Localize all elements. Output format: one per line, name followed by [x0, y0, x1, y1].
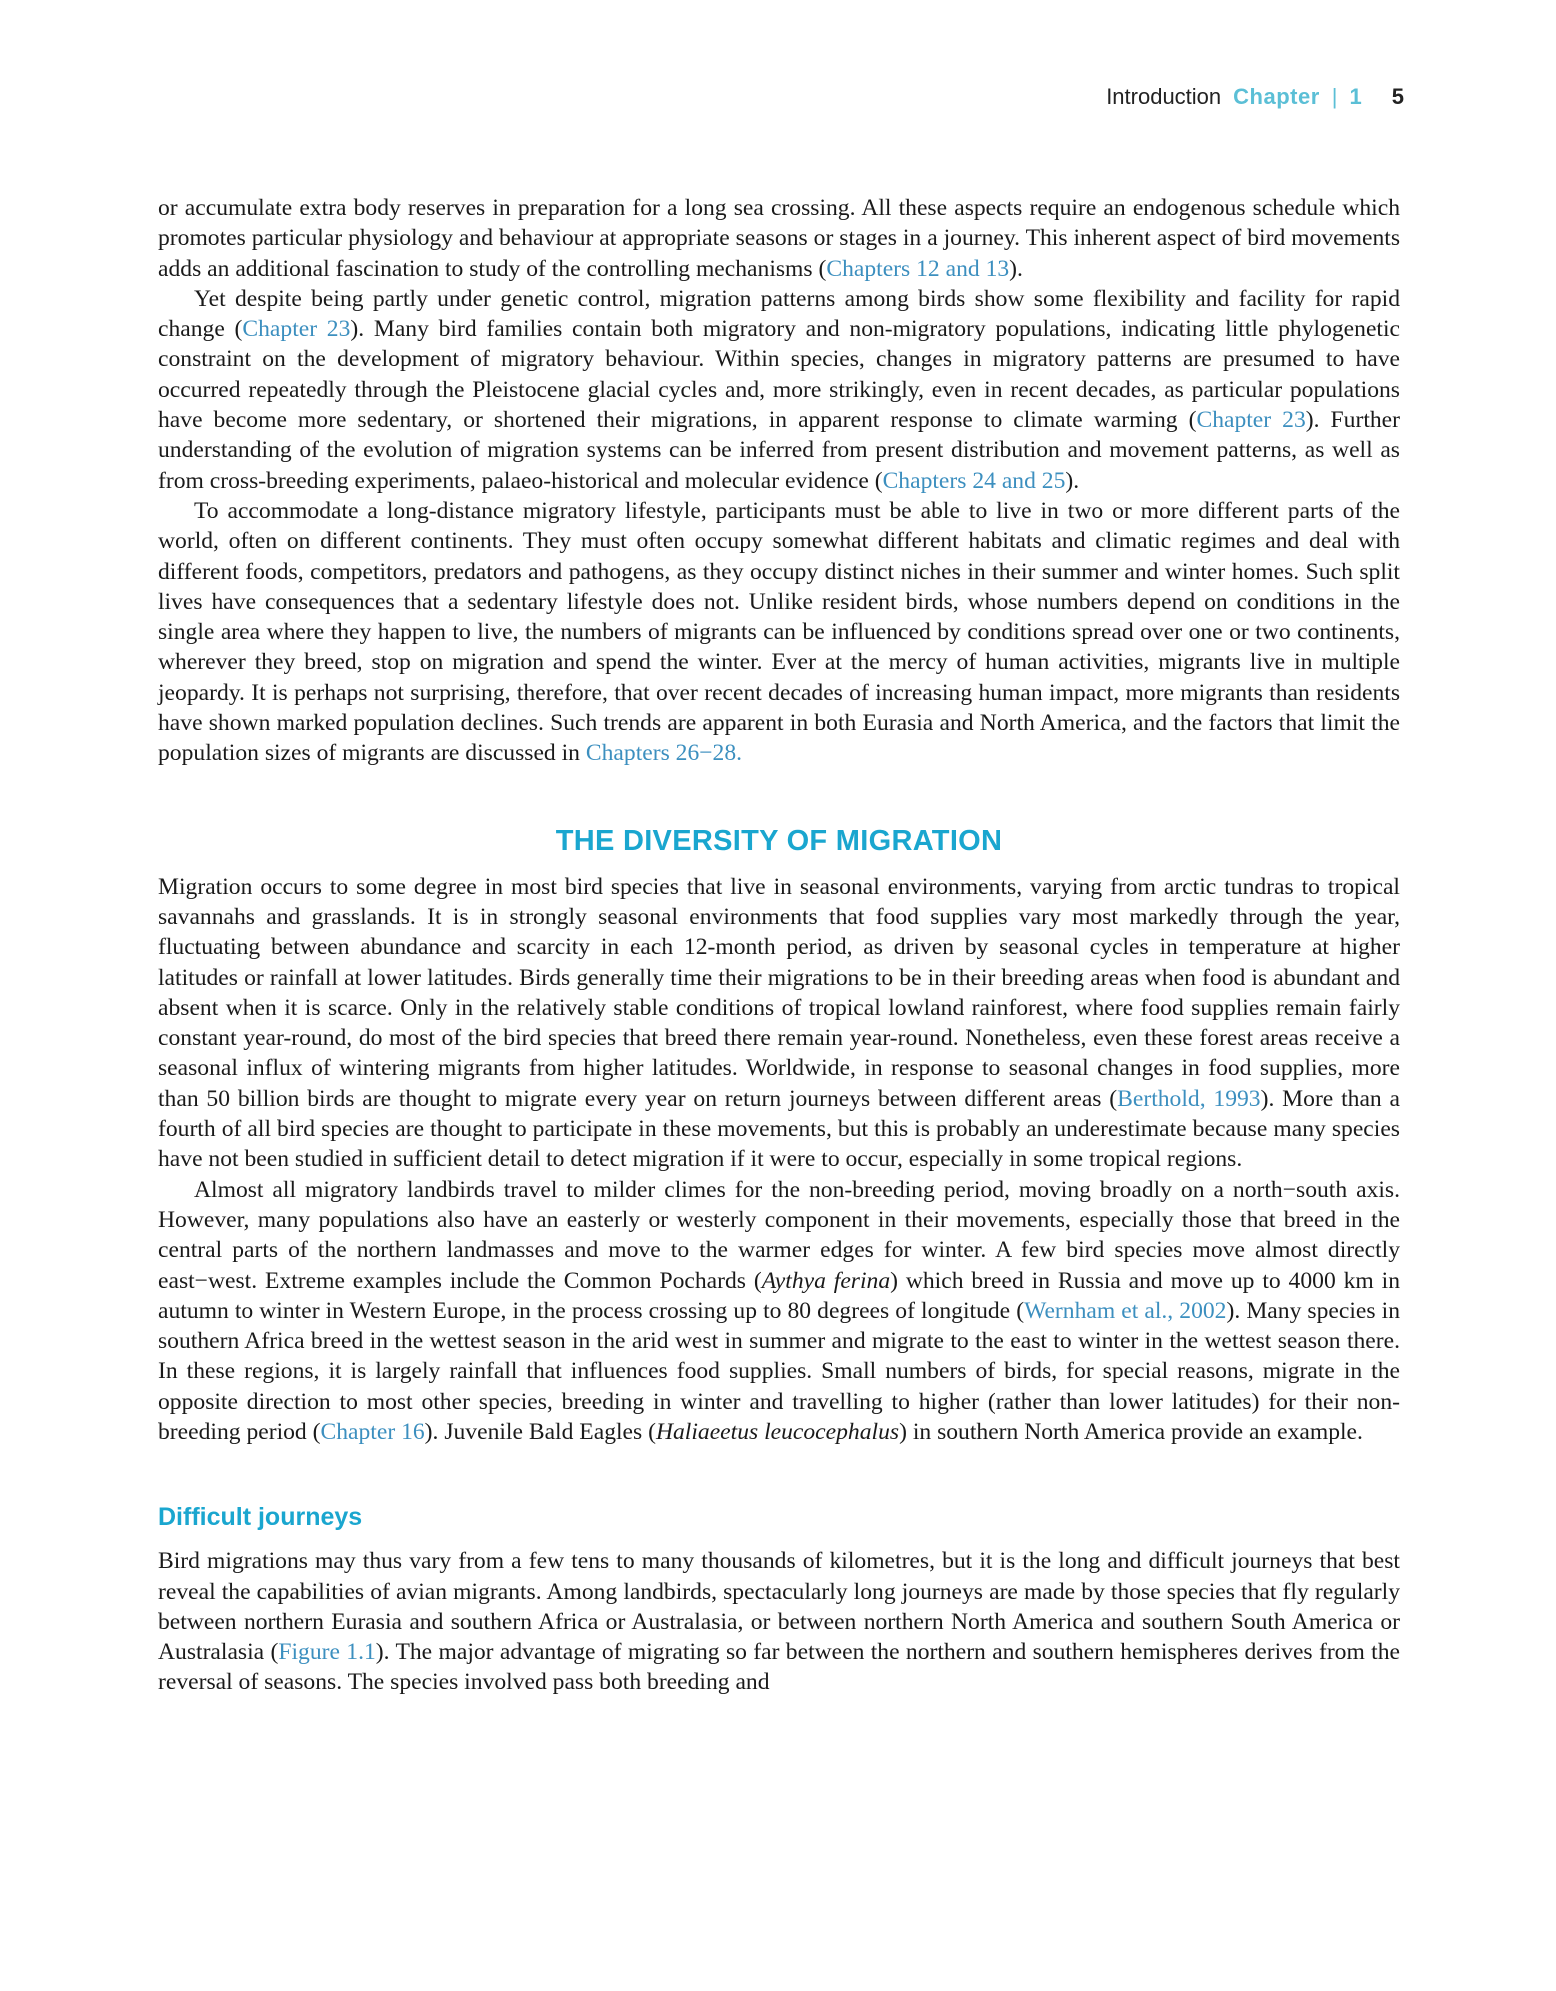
citation-link[interactable]: Berthold, 1993: [1117, 1085, 1261, 1112]
paragraph-text: ). Further understanding of the evolution of migration systems can be inferred from present distribution and movement patterns, as well as from cross-breeding experiments, palaeo-historical and molecular evidence (: [158, 407, 1400, 494]
paragraph-4: [158, 872, 1400, 1175]
paragraph-text: Almost all migratory landbirds travel to milder climes for the non-breeding period, moving broadly on a north−south axis. However, many populations also have an easterly or westerly component in their movements, especially those that breed in the central parts of the northern landmasses and move to the warmer edges for winter. A few bird species move almost directly east−west. Extreme examples include the Common Pochards (: [158, 1176, 1400, 1294]
species-name: Haliaeetus leucocephalus: [655, 1418, 900, 1445]
running-head: [1106, 84, 1404, 110]
chapter-link[interactable]: Chapter 16: [320, 1418, 425, 1445]
page-body: [158, 193, 1400, 1698]
paragraph-text: ).: [1009, 255, 1023, 282]
subsection-heading: Difficult journeys: [158, 1503, 363, 1532]
paragraph-text: To accommodate a long-distance migratory lifestyle, participants must be able to live in two or more different parts of the world, often on different continents. They must often occupy somewhat different habitats and climatic regimes and deal with different foods, competitors, predators and pathogens, as they occupy distinct niches in their summer and winter homes. Such split lives have consequences that a sedentary lifestyle does not. Unlike resident birds, whose numbers depend on conditions in the single area where they happen to live, the numbers of migrants can be influenced by conditions spread over one or two continents, wherever they breed, stop on migration and spend the winter. Ever at the mercy of human activities, migrants live in multiple jeopardy. It is perhaps not surprising, therefore, that over recent decades of increasing human impact, more migrants than residents have shown marked population declines. Such trends are apparent in both Eurasia and North America, and the factors that limit the population sizes of migrants are discussed in: [158, 497, 1400, 767]
citation-link[interactable]: Wernham et al., 2002: [1024, 1297, 1227, 1324]
paragraph-text: ). Many bird families contain both migratory and non-migratory populations, indicating little phylogenetic constraint on the development of migratory behaviour. Within species, changes in migratory patterns are presumed to have occurred repeatedly through the Pleistocene glacial cycles and, more strikingly, even in recent decades, as particular populations have become more sedentary, or shortened their migrations, in apparent response to climate warming (: [158, 316, 1400, 434]
paragraph-text: ). More than a fourth of all bird species are thought to participate in these movements, but this is probably an underestimate because many species have not been studied in sufficient detail to detect migration if it were to occur, especially in some tropical regions.: [158, 1085, 1400, 1173]
paragraph-text: Migration occurs to some degree in most bird species that live in seasonal environments, varying from arctic tundras to tropical savannahs and grasslands. It is in strongly seasonal environments that food supplies vary most markedly through the year, fluctuating between abundance and scarcity in each 12-month period, as driven by seasonal cycles in temperature at higher latitudes or rainfall at lower latitudes. Birds generally time their migrations to be in their breeding areas when food is abundant and absent when it is scarce. Only in the relatively stable conditions of tropical lowland rainforest, where food supplies remain fairly constant year-round, do most of the bird species that breed there remain year-round. Nonetheless, even these forest areas receive a seasonal influx of wintering migrants from higher latitudes. Worldwide, in response to seasonal changes in food supplies, more than 50 billion birds are thought to migrate every year on return journeys between different areas (: [158, 873, 1400, 1112]
paragraph-text: ).: [1065, 467, 1080, 494]
paragraph-6: [158, 1546, 1400, 1697]
paragraph-text: ). Juvenile Bald Eagles (: [424, 1418, 656, 1445]
species-name: Aythya ferina: [761, 1267, 891, 1294]
running-head-section: Introduction: [1106, 84, 1222, 109]
chapter-link[interactable]: Chapter 23: [242, 316, 351, 343]
chapter-link[interactable]: Chapters 26−28.: [585, 740, 743, 767]
paragraph-text: Yet despite being partly under genetic control, migration patterns among birds show some flexibility and facility for rapid change (: [158, 285, 1400, 343]
paragraph-2: [158, 284, 1400, 496]
section-heading: THE DIVERSITY OF MIGRATION: [555, 824, 1003, 857]
running-head-chapter-label: Chapter: [1233, 84, 1320, 109]
paragraph-text: ). The major advantage of migrating so far between the northern and southern hemispheres derives from the reversal of seasons. The species involved pass both breeding and: [158, 1639, 1400, 1696]
paragraph-5: [158, 1175, 1400, 1448]
paragraph-1: [158, 193, 1400, 284]
running-head-chapter-number: 1: [1349, 84, 1362, 109]
running-head-separator: |: [1331, 84, 1338, 109]
paragraph-text: Bird migrations may thus vary from a few tens to many thousands of kilometres, but it is the long and difficult journeys that best reveal the capabilities of avian migrants. Among landbirds, spectacularly long journeys are made by those species that fly regularly between northern Eurasia and southern Africa or Australasia, or between northern North America and southern South America or Australasia (: [158, 1548, 1400, 1666]
paragraph-3: [158, 496, 1400, 769]
page-number: 5: [1391, 84, 1404, 109]
chapter-link[interactable]: Chapter 23: [1196, 407, 1306, 434]
figure-link[interactable]: Figure 1.1: [278, 1639, 376, 1666]
paragraph-text: or accumulate extra body reserves in preparation for a long sea crossing. All these aspects require an endogenous schedule which promotes particular physiology and behaviour at appropriate seasons or stages in a journey. This inherent aspect of bird movements adds an additional fascination to study of the controlling mechanisms (: [158, 195, 1400, 282]
paragraph-text: ) which breed in Russia and move up to 4000 km in autumn to winter in Western Europe, in the process crossing up to 80 degrees of longitude (: [158, 1267, 1400, 1324]
chapter-link[interactable]: Chapters 12 and 13: [826, 255, 1010, 282]
chapter-link[interactable]: Chapters 24 and 25: [882, 467, 1066, 494]
paragraph-text: ) in southern North America provide an example.: [899, 1418, 1363, 1445]
paragraph-text: ). Many species in southern Africa breed in the wettest season in the arid west in summer and migrate to the east to winter in the wettest season there. In these regions, it is largely rainfall that influences food supplies. Small numbers of birds, for special reasons, migrate in the opposite direction to most other species, breeding in winter and travelling to higher (rather than lower latitudes) for their non-breeding period (: [158, 1297, 1400, 1445]
